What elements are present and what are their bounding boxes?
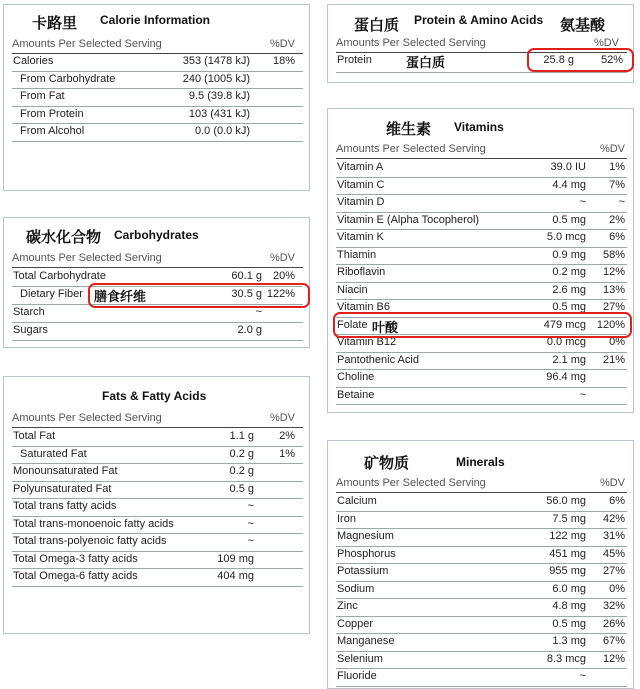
header-label: Amounts Per Selected Serving (336, 477, 486, 489)
nutrient-name: Vitamin E (Alpha Tocopherol) (337, 213, 480, 226)
nutrient-name: Protein (337, 54, 372, 66)
nutrient-amount: 451 mg (549, 547, 586, 560)
header-label: Amounts Per Selected Serving (336, 143, 486, 155)
minerals-title-en: Minerals (456, 455, 505, 469)
nutrient-name: Riboflavin (337, 266, 386, 278)
nutrient-name: From Carbohydrate (20, 72, 116, 85)
amino-acid-title-zh: 氨基酸 (560, 16, 606, 34)
nutrient-amount: 955 mg (549, 565, 586, 577)
nutrient-dv: 26% (602, 617, 625, 630)
table-row (12, 88, 303, 107)
nutrient-dv: 122% (266, 288, 295, 300)
header-dv: %DV (269, 252, 295, 264)
folate-highlight (333, 312, 632, 338)
table-row (336, 229, 627, 248)
table-row (12, 551, 303, 570)
nutrient-dv: 7% (609, 178, 625, 191)
carbs-table-header (12, 251, 303, 268)
nutrient-name: Total trans-monoenoic fatty acids (13, 517, 174, 530)
fats-title-en: Fats & Fatty Acids (102, 389, 207, 403)
nutrient-dv: 1% (609, 161, 625, 173)
nutrient-amount: 1.1 g (229, 430, 254, 442)
nutrient-name: Calories (13, 55, 54, 67)
nutrient-name: Vitamin D (337, 196, 385, 208)
vitamins-title-zh: 维生素 (386, 120, 432, 138)
nutrient-name-zh: 膳食纤维 (94, 290, 147, 305)
table-row (336, 668, 627, 687)
nutrient-name: Total Fat (13, 430, 56, 442)
table-row (12, 516, 303, 535)
minerals-table-header (336, 476, 627, 493)
protein-title-en: Protein & Amino Acids (414, 13, 544, 27)
nutrient-name: Magnesium (337, 530, 394, 542)
vitamins-table-header (336, 142, 627, 159)
header-dv: %DV (269, 38, 295, 50)
nutrient-amount: ~ (247, 535, 254, 547)
minerals-title-zh: 矿物质 (364, 454, 410, 472)
nutrient-name: Vitamin C (337, 178, 385, 191)
nutrient-name: Vitamin K (337, 231, 384, 243)
table-row (336, 282, 627, 301)
nutrient-dv: 13% (602, 283, 625, 296)
fiber-highlight (88, 283, 310, 308)
nutrient-amount: 2.1 mg (552, 353, 586, 366)
nutrient-dv: 1% (279, 447, 295, 460)
nutrient-name: From Alcohol (20, 125, 85, 137)
table-row (12, 428, 303, 447)
nutrient-amount: 0.9 mg (552, 248, 586, 261)
table-row (12, 446, 303, 465)
protein-title-zh: 蛋白质 (354, 16, 400, 34)
nutrient-dv: 21% (602, 353, 625, 366)
nutrient-dv: 6% (609, 231, 625, 243)
calorie-title-zh: 卡路里 (32, 14, 78, 32)
table-row (336, 546, 627, 565)
nutrient-amount: 479 mcg (543, 318, 586, 331)
nutrient-amount: 109 mg (217, 552, 254, 565)
table-row (12, 533, 303, 552)
nutrient-name: Phosphorus (337, 547, 396, 560)
nutrient-name: Betaine (337, 388, 375, 401)
nutrient-amount: 60.1 g (231, 270, 262, 282)
nutrient-name: Saturated Fat (20, 447, 87, 460)
calorie-table-header (12, 37, 303, 54)
nutrient-name: Selenium (337, 652, 383, 665)
nutrient-name: Total trans fatty acids (13, 500, 117, 512)
table-row (336, 511, 627, 530)
table-row (12, 322, 303, 341)
nutrient-name: Polyunsaturated Fat (13, 482, 112, 495)
nutrient-dv: 32% (602, 600, 625, 612)
nutrient-amount: 1.3 mg (552, 635, 586, 647)
table-row (336, 528, 627, 547)
nutrient-name: Potassium (337, 565, 389, 577)
nutrient-amount: 5.0 mcg (546, 231, 586, 243)
nutrient-name: Thiamin (337, 248, 377, 261)
nutrient-name: Zinc (337, 600, 358, 612)
nutrient-dv: 45% (602, 547, 625, 560)
nutrient-dv: 0% (609, 336, 625, 348)
table-row (12, 481, 303, 500)
nutrient-dv: 52% (600, 54, 623, 66)
nutrient-dv: 27% (602, 301, 625, 313)
nutrient-amount: 0.2 g (229, 447, 254, 460)
nutrient-dv: 12% (602, 266, 625, 278)
nutrient-name: From Fat (20, 90, 65, 102)
table-row (336, 493, 627, 512)
table-row (12, 498, 303, 517)
table-row (12, 71, 303, 90)
table-row (336, 177, 627, 196)
table-row (336, 387, 627, 406)
nutrient-amount: 0.5 g (229, 482, 254, 495)
nutrient-amount: 0.5 mg (552, 213, 586, 226)
nutrient-amount: 96.4 mg (546, 371, 586, 383)
nutrient-dv: 27% (602, 565, 625, 577)
nutrient-name: Total Omega-6 fatty acids (13, 570, 138, 582)
table-row (336, 369, 627, 388)
nutrient-dv: 120% (596, 318, 625, 331)
nutrient-name-zh: 蛋白质 (406, 56, 446, 71)
nutrient-amount: 2.6 mg (552, 283, 586, 296)
nutrient-name: Iron (337, 512, 356, 525)
table-row (336, 651, 627, 670)
nutrient-dv: 6% (609, 495, 625, 507)
header-dv: %DV (599, 477, 625, 489)
nutrient-amount: 6.0 mg (552, 582, 586, 595)
nutrient-dv: 58% (602, 248, 625, 261)
nutrient-amount: 39.0 IU (550, 161, 586, 173)
nutrient-amount: 8.3 mcg (546, 652, 586, 665)
nutrient-name: Sugars (13, 324, 48, 336)
nutrient-dv: 67% (602, 635, 625, 647)
vitamins-panel (327, 108, 634, 413)
nutrient-dv: ~ (618, 196, 625, 208)
nutrient-dv: 2% (609, 213, 625, 226)
nutrient-name: Folate (337, 318, 368, 331)
table-row (12, 568, 303, 587)
table-row (336, 194, 627, 213)
nutrient-name: Total Carbohydrate (13, 270, 106, 282)
nutrient-dv: 12% (602, 652, 625, 665)
nutrient-amount: 404 mg (217, 570, 254, 582)
table-row (12, 463, 303, 482)
nutrient-name: Vitamin B6 (337, 301, 390, 313)
nutrient-name: Copper (337, 617, 374, 630)
nutrient-amount: 7.5 mg (552, 512, 586, 525)
table-row (336, 616, 627, 635)
nutrient-amount: 4.4 mg (552, 178, 586, 191)
nutrient-amount: 0.2 g (229, 465, 254, 477)
nutrient-name: Total trans-polyenoic fatty acids (13, 535, 167, 547)
nutrient-amount: ~ (579, 196, 586, 208)
header-dv: %DV (269, 412, 295, 424)
nutrient-amount: 30.5 g (231, 288, 262, 300)
table-row (336, 247, 627, 266)
header-dv: %DV (599, 143, 625, 155)
nutrient-name: Fluoride (337, 670, 377, 682)
nutrient-dv: 42% (602, 512, 625, 525)
calorie-title-en: Calorie Information (100, 13, 211, 27)
nutrient-name: Niacin (337, 283, 368, 296)
carbs-title-en: Carbohydrates (114, 228, 199, 242)
nutrient-amount: 103 (431 kJ) (188, 107, 250, 120)
nutrient-dv: 18% (272, 55, 295, 67)
nutrient-name: Calcium (337, 495, 377, 507)
fats-table-header (12, 411, 303, 428)
calorie-panel (3, 4, 310, 191)
nutrient-name: Vitamin B12 (337, 336, 397, 348)
carbs-title-zh: 碳水化合物 (26, 228, 102, 246)
nutrient-dv: 2% (279, 430, 295, 442)
nutrient-amount: ~ (255, 306, 262, 318)
nutrient-amount: 353 (1478 kJ) (182, 55, 250, 67)
nutrient-amount: 0.5 mg (552, 617, 586, 630)
header-label: Amounts Per Selected Serving (12, 252, 162, 264)
protein-amount-highlight (527, 48, 634, 72)
nutrient-name-zh: 叶酸 (372, 320, 399, 336)
table-row (336, 598, 627, 617)
nutrient-name: Pantothenic Acid (337, 353, 419, 366)
nutrient-name: Dietary Fiber (20, 288, 83, 300)
nutrient-name: Total Omega-3 fatty acids (13, 552, 138, 565)
nutrient-dv: 20% (272, 270, 295, 282)
vitamins-title-en: Vitamins (454, 120, 504, 134)
fats-panel (3, 376, 310, 634)
nutrient-name: Choline (337, 371, 375, 383)
nutrient-amount: ~ (579, 670, 586, 682)
header-label: Amounts Per Selected Serving (12, 38, 162, 50)
nutrient-name: Monounsaturated Fat (13, 465, 118, 477)
table-row (336, 264, 627, 283)
nutrient-amount: ~ (579, 388, 586, 401)
nutrient-amount: 240 (1005 kJ) (182, 72, 250, 85)
nutrient-name: From Protein (20, 107, 84, 120)
table-row (336, 352, 627, 371)
nutrient-dv: 31% (602, 530, 625, 542)
nutrient-amount: 9.5 (39.8 kJ) (188, 90, 250, 102)
nutrient-amount: 122 mg (549, 530, 586, 542)
nutrient-amount: 0.0 (0.0 kJ) (194, 125, 250, 137)
nutrient-amount: 0.0 mcg (546, 336, 586, 348)
nutrient-name: Sodium (337, 582, 375, 595)
nutrient-amount: 25.8 g (543, 54, 574, 66)
header-dv: %DV (593, 37, 619, 49)
table-row (336, 633, 627, 652)
table-row (336, 159, 627, 178)
header-label: Amounts Per Selected Serving (336, 37, 486, 49)
table-row (336, 563, 627, 582)
nutrient-amount: 2.0 g (237, 324, 262, 336)
table-row (336, 581, 627, 600)
nutrient-name: Vitamin A (337, 161, 384, 173)
nutrient-amount: 4.8 mg (552, 600, 586, 612)
nutrient-amount: 56.0 mg (546, 495, 586, 507)
nutrient-dv: 0% (609, 582, 625, 595)
table-row (336, 212, 627, 231)
header-label: Amounts Per Selected Serving (12, 412, 162, 424)
nutrient-amount: ~ (247, 517, 254, 530)
nutrient-amount: 0.5 mg (552, 301, 586, 313)
table-row (12, 53, 303, 72)
nutrient-name: Starch (13, 306, 45, 318)
minerals-panel (327, 440, 634, 689)
table-row (12, 123, 303, 142)
table-row (12, 106, 303, 125)
nutrient-amount: 0.2 mg (552, 266, 586, 278)
nutrient-name: Manganese (337, 635, 395, 647)
nutrient-amount: ~ (247, 500, 254, 512)
